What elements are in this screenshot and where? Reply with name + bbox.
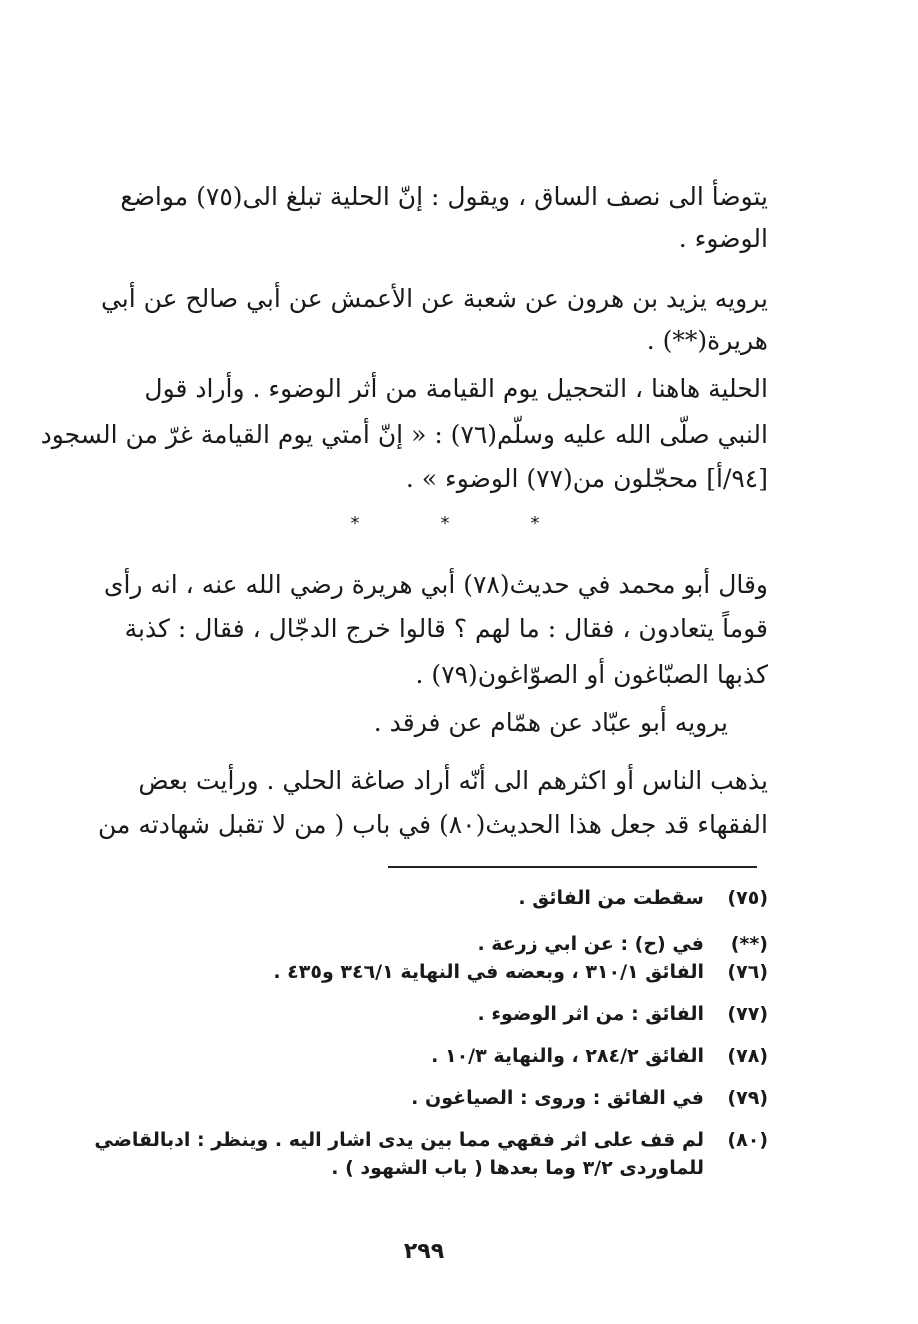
page-number: ٢٩٩ (403, 1239, 445, 1264)
footnote-number: (٧٧) (727, 1003, 768, 1025)
footnote-number: (٧٦) (727, 961, 768, 983)
footnote-number: (٧٩) (727, 1087, 768, 1109)
body-text-line: كذبها الصبّاغون أو الصوّاغون(٧٩) . (415, 660, 768, 689)
body-text-line: الفقهاء قد جعل هذا الحديث(٨٠) في باب ( من لا تقبل شهادته من (97, 810, 768, 839)
body-text-line: الوضوء . (678, 224, 768, 253)
footnote-text (94, 1126, 714, 1182)
footnote-text-line: لم قف على اثر فقهي مما بين يدى اشار اليه . وينظر : ادبالقاضي (94, 1129, 704, 1151)
footnote (108, 930, 768, 958)
footnote-text: الفائق ٢٨٤/٢ ، والنهاية ١٠/٣ . (431, 1045, 704, 1067)
footnote-text: في الفائق : وروى : الصياغون . (411, 1087, 704, 1109)
footnote-text-line: للماوردى ٣/٢ وما بعدها ( باب الشهود ) . (331, 1157, 704, 1179)
body-text-line: [٩٤/أ] محجّلون من(٧٧) الوضوء » . (405, 464, 768, 493)
separator-star: * (440, 513, 450, 534)
footnote (108, 1084, 768, 1112)
body-text-line: النبي صلّى الله عليه وسلّم(٧٦) : « إنّ أمتي يوم القيامة غرّ من السجود (40, 420, 768, 449)
body-text-line: قوماً يتعادون ، فقال : ما لهم ؟ قالوا خرج الدجّال ، فقال : كذبة (124, 614, 768, 643)
footnote-text: الفائق : من اثر الوضوء . (477, 1003, 704, 1025)
footnote-number: (٧٥) (727, 887, 768, 909)
section-separator (345, 512, 545, 536)
footnote-number: (٧٨) (727, 1045, 768, 1067)
body-text-line: يتوضأ الى نصف الساق ، ويقول : إنّ الحلية تبلغ الى(٧٥) مواضع (120, 182, 768, 211)
footnote-text: في (ح) : عن ابي زرعة . (477, 933, 704, 955)
separator-star: * (530, 513, 540, 534)
footnote-number: (**) (730, 933, 768, 955)
body-text-line: وقال أبو محمد في حديث(٧٨) أبي هريرة رضي الله عنه ، انه رأى (103, 570, 768, 599)
footnote (108, 1042, 768, 1070)
body-text-line: الحلية هاهنا ، التحجيل يوم القيامة من أثر الوضوء . وأراد قول (144, 374, 768, 403)
body-text-line: يرويه يزيد بن هرون عن شعبة عن الأعمش عن أبي صالح عن أبي (100, 284, 768, 313)
footnote-number: (٨٠) (727, 1129, 768, 1151)
footnote-text: الفائق ٣١٠/١ ، وبعضه في النهاية ٣٤٦/١ و٤٣٥ . (273, 961, 704, 983)
footnote (108, 1000, 768, 1028)
body-text-line: يذهب الناس أو اكثرهم الى أنّه أراد صاغة الحلي . ورأيت بعض (138, 766, 768, 795)
footnote (108, 884, 768, 912)
footnote-divider (388, 866, 757, 868)
footnote (94, 1126, 768, 1182)
separator-star: * (350, 513, 360, 534)
footnote (108, 958, 768, 986)
body-text-line: يرويه أبو عبّاد عن همّام عن فرقد . (373, 708, 728, 737)
body-text-line: هريرة(**) . (646, 326, 768, 355)
footnote-text: سقطت من الفائق . (518, 887, 704, 909)
